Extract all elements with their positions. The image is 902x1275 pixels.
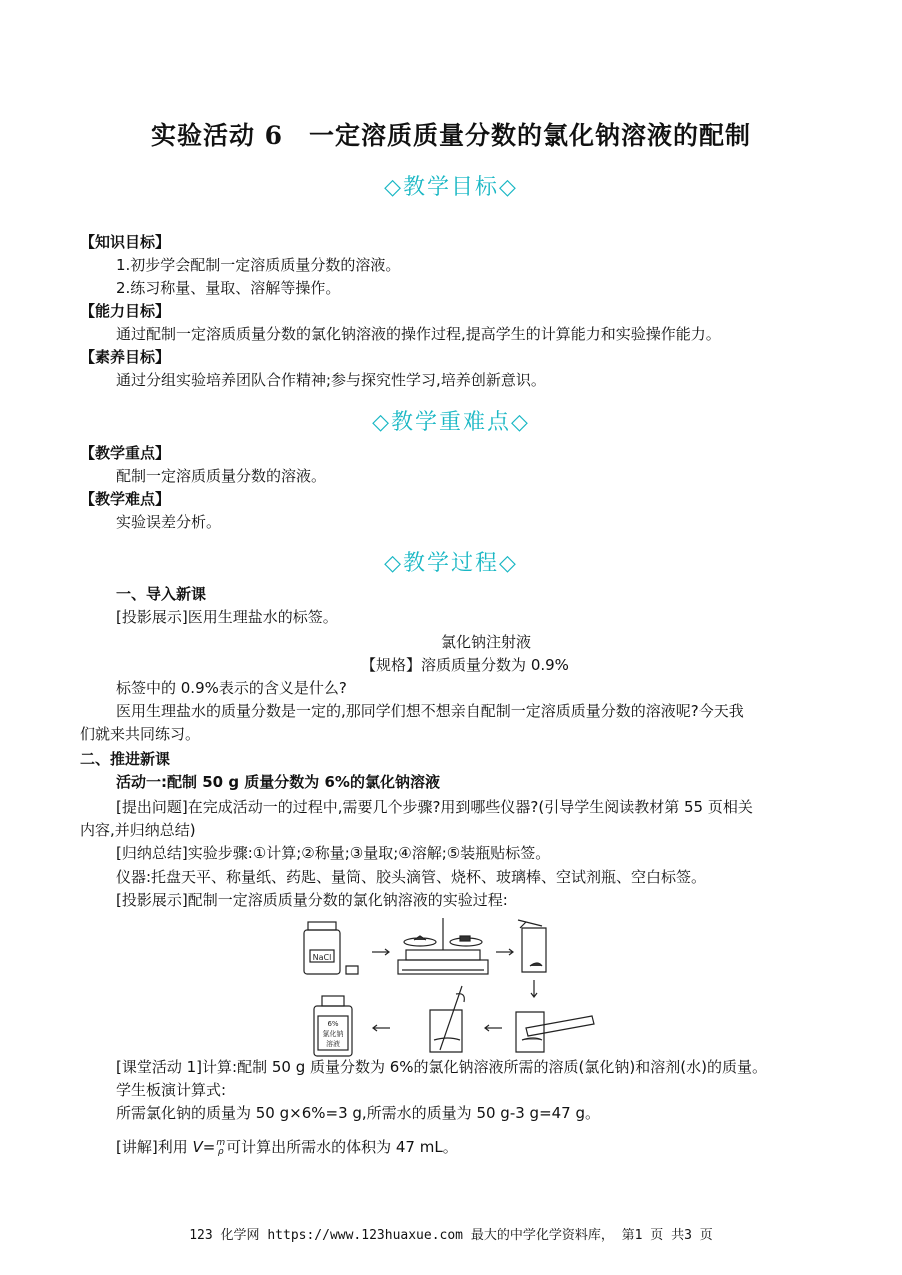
board-work: 学生板演计算式: xyxy=(116,1081,227,1099)
raise-question-line-1: [提出问题]在完成活动一的过程中,需要几个步骤?用到哪些仪器?(引导学生阅读教材第 55 页相关 xyxy=(116,798,753,816)
label-name: 氯化钠注射液 xyxy=(440,633,531,651)
formula-fraction xyxy=(216,1139,225,1157)
focus-heading: 【教学重点】 xyxy=(80,444,171,462)
ability-goal-heading: 【能力目标】 xyxy=(80,302,171,320)
part1-heading: 一、导入新课 xyxy=(116,585,207,603)
cylinder-pouring-icon xyxy=(516,1012,594,1052)
projection-1: [投影展示]医用生理盐水的标签。 xyxy=(116,608,338,626)
part2-heading: 二、推进新课 xyxy=(80,750,171,768)
arrow-left-icon-2 xyxy=(373,1025,390,1031)
arrow-left-icon-1 xyxy=(485,1025,502,1031)
experiment-diagram xyxy=(290,910,610,1060)
beaker-icon xyxy=(518,920,546,972)
formula-m: m xyxy=(216,1137,226,1148)
bottle-label-line3: 溶液 xyxy=(326,1040,340,1048)
difficulty-heading: 【教学难点】 xyxy=(80,490,171,508)
page-footer: 123 化学网 https://www.123huaxue.com 最大的中学化学资料库， 第1 页 共3 页 xyxy=(189,1228,713,1243)
page-title: 实验活动 6 一定溶质质量分数的氯化钠溶液的配制 xyxy=(150,121,752,150)
difficulty-text: 实验误差分析。 xyxy=(116,513,222,531)
bottle-label-line1: 6% xyxy=(327,1020,339,1028)
knowledge-goal-1: 1.初步学会配制一定溶质质量分数的溶液。 xyxy=(116,256,401,274)
class-activity: [课堂活动 1]计算:配制 50 g 质量分数为 6%的氯化钠溶液所需的溶质(氯化钠)和溶剂(水)的质量。 xyxy=(116,1058,767,1076)
section-title-goals: ◇教学目标◇ xyxy=(384,175,518,200)
ability-goal-text: 通过配制一定溶质质量分数的氯化钠溶液的操作过程,提高学生的计算能力和实验操作能力。 xyxy=(116,325,721,343)
explain-suffix: 可计算出所需水的体积为 47 mL。 xyxy=(226,1138,458,1156)
explain-v: V= xyxy=(192,1138,216,1156)
intro-line-2: 们就来共同练习。 xyxy=(80,725,201,743)
calculation: 所需氯化钠的质量为 50 g×6%=3 g,所需水的质量为 50 g-3 g=47 g。 xyxy=(116,1104,601,1122)
activity-1: 活动一:配制 50 g 质量分数为 6%的氯化钠溶液 xyxy=(116,773,440,791)
explain-prefix: [讲解]利用 xyxy=(116,1138,193,1156)
section-title-process: ◇教学过程◇ xyxy=(384,551,518,576)
focus-text: 配制一定溶质质量分数的溶液。 xyxy=(116,467,327,485)
nacl-jar-icon xyxy=(304,922,358,974)
question: 标签中的 0.9%表示的含义是什么? xyxy=(116,679,347,697)
literacy-goal-text: 通过分组实验培养团队合作精神;参与探究性学习,培养创新意识。 xyxy=(116,371,546,389)
instruments: 仪器:托盘天平、称量纸、药匙、量筒、胶头滴管、烧杯、玻璃棒、空试剂瓶、空白标签。 xyxy=(116,868,707,886)
label-spec: 【规格】溶质质量分数为 0.9% xyxy=(361,656,569,674)
reagent-bottle-icon xyxy=(314,996,352,1056)
bottle-label-line2: 氯化钠 xyxy=(322,1030,344,1038)
formula-rho: ρ xyxy=(217,1146,224,1157)
knowledge-goal-heading: 【知识目标】 xyxy=(80,233,171,251)
intro-line-1: 医用生理盐水的质量分数是一定的,那同学们想不想亲自配制一定溶质质量分数的溶液呢?今天我 xyxy=(116,702,744,720)
summary: [归纳总结]实验步骤:①计算;②称量;③量取;④溶解;⑤装瓶贴标签。 xyxy=(116,844,551,862)
projection-2: [投影展示]配制一定溶质质量分数的氯化钠溶液的实验过程: xyxy=(116,891,508,909)
nacl-label: NaCl xyxy=(312,953,332,962)
balance-scale-icon xyxy=(398,918,488,974)
arrow-right-icon-2 xyxy=(496,949,513,955)
stirring-beaker-icon xyxy=(430,986,464,1052)
knowledge-goal-2: 2.练习称量、量取、溶解等操作。 xyxy=(116,279,341,297)
arrow-down-icon xyxy=(531,980,537,997)
raise-question-line-2: 内容,并归纳总结) xyxy=(80,821,196,839)
section-title-keypoints: ◇教学重难点◇ xyxy=(372,410,530,435)
literacy-goal-heading: 【素养目标】 xyxy=(80,348,171,366)
explanation xyxy=(116,1137,458,1157)
arrow-right-icon-1 xyxy=(372,949,389,955)
